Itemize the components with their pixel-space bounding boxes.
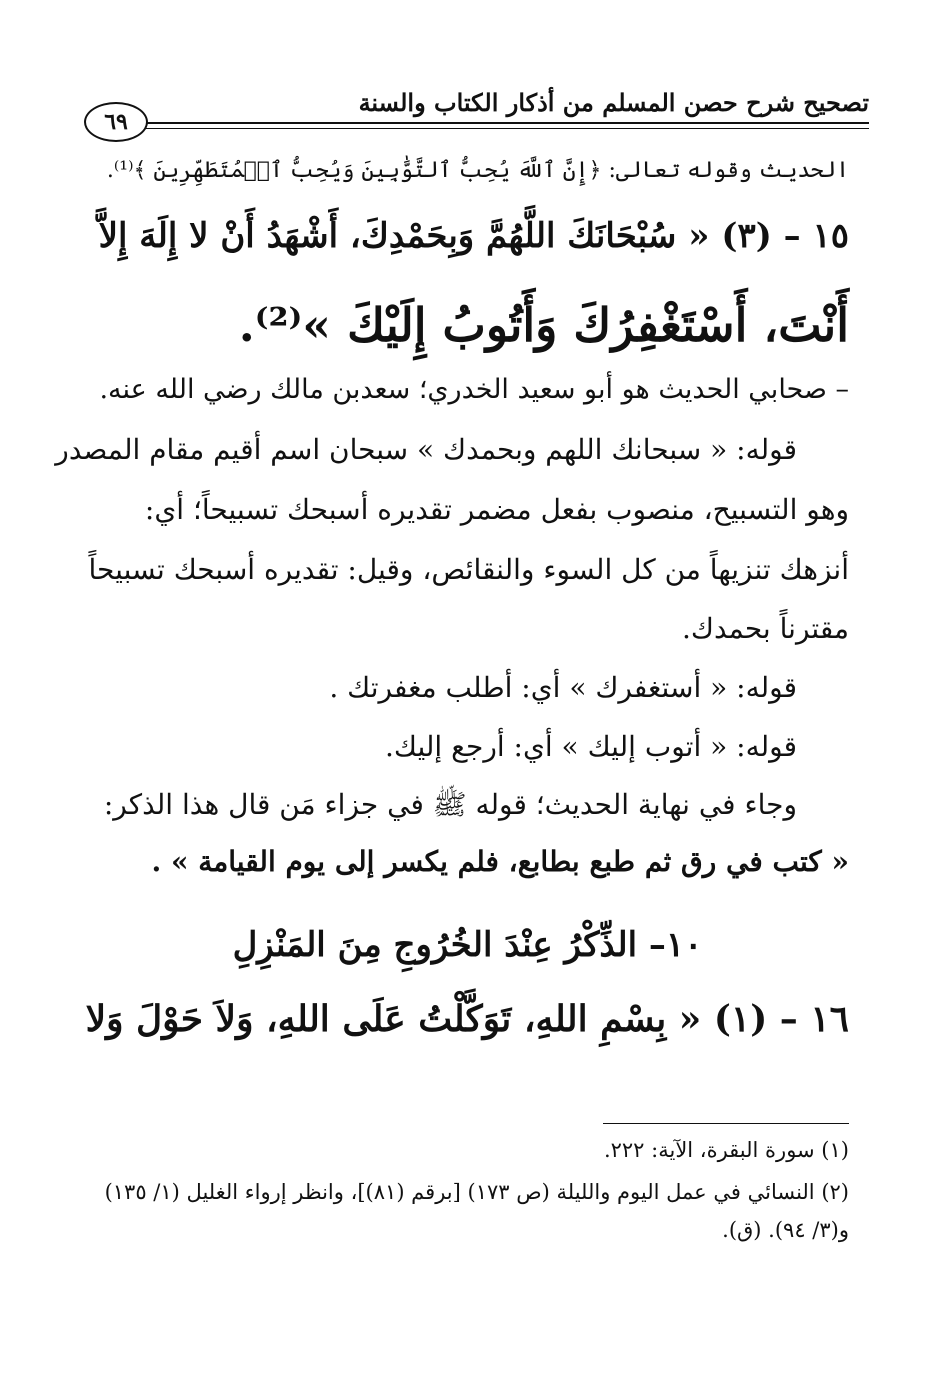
explanation-line-4: مقترناً بحمدك. — [681, 612, 849, 645]
header-rule — [142, 122, 869, 124]
footnote-2: (٢) النسائي في عمل اليوم والليلة (ص ١٧٣) [برقم (٨١)]، وانظر إرواء الغليل (١/ ١٣٥) — [104, 1180, 849, 1204]
footnote-1: (١) سورة البقرة، الآية: ٢٢٢. — [603, 1138, 849, 1162]
hadith-15-line-2: أَنْتَ، أَسْتَغْفِرُكَ وَأَتُوبُ إِلَيْكَ »⁽²⁾. — [238, 298, 849, 352]
explanation-line-5: قوله: « أستغفرك » أي: أطلب مغفرتك . — [329, 671, 797, 704]
explanation-line-2: وهو التسبيح، منصوب بفعل مضمر تقديره أسبحك تسبيحاً؛ أي: — [144, 493, 849, 526]
explanation-line-3: أنزهك تنزيهاً من كل السوء والنقائص، وقيل: تقديره أسبحك تسبيحاً — [88, 553, 849, 586]
section-heading: ١٠– الذِّكْرُ عِنْدَ الخُرُوجِ مِنَ المَنْزِلِ — [232, 925, 703, 965]
explanation-line-6: قوله: « أتوب إليك » أي: أرجع إليك. — [384, 730, 797, 763]
companion-line: – صحابي الحديث هو أبو سعيد الخدري؛ سعدبن مالك رضي الله عنه. — [99, 374, 849, 405]
explanation-line-1: قوله: « سبحانك اللهم وبحمدك » سبحان اسم أقيم مقام المصدر — [55, 433, 797, 466]
footnote-separator — [603, 1123, 849, 1124]
text-line-verse: الحديث وقوله تعالى: ﴿إِنَّ ٱللَّهَ يُحِبُّ ٱلتَّوَّٰبِينَ وَيُحِبُّ ٱلۡمُتَطَهِّرِينَ ﴾⁽¹⁾. — [106, 158, 849, 183]
page-number: ٦٩ — [84, 102, 148, 142]
hadith-16-line-1: ١٦ – (١) « بِسْمِ اللهِ، تَوَكَّلْتُ عَلَى اللهِ، وَلاَ حَوْلَ وَلا — [85, 998, 849, 1040]
header-rule-thin — [142, 128, 869, 129]
explanation-line-7: وجاء في نهاية الحديث؛ قوله ﷺ في جزاء مَن قال هذا الذكر: — [103, 788, 797, 821]
hadith-15-line-1: ١٥ – (٣) « سُبْحَانَكَ اللَّهُمَّ وَبِحَمْدِكَ، أَشْهَدُ أَنْ لا إِلَهَ إِلاَّ — [98, 216, 849, 256]
running-title: تصحيح شرح حصن المسلم من أذكار الكتاب والسنة — [358, 88, 869, 117]
page-header — [84, 86, 869, 142]
footnote-2-continued: و(٣/ ٩٤). (ق). — [722, 1218, 849, 1242]
explanation-line-8: « كتب في رق ثم طبع بطابع، فلم يكسر إلى يوم القيامة » . — [151, 845, 849, 878]
